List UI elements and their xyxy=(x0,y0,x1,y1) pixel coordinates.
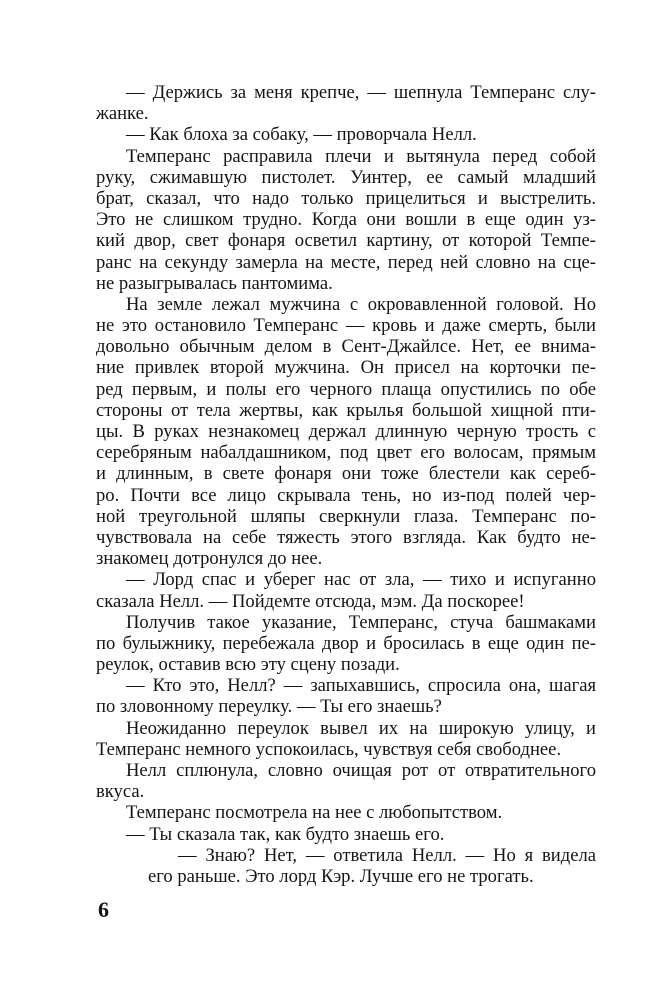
text-line: Темперанс немного успокоилась, чувствуя себя свободнее. xyxy=(96,738,562,760)
text-line: ной треугольной шляпы сверкнули глаза. Темперанс по- xyxy=(96,505,596,527)
text-line: стороны от тела жертвы, как крылья большой хищной пти- xyxy=(96,399,596,421)
text-line: не разыгрывалась пантомима. xyxy=(96,272,333,294)
text-line: по зловонному переулку. — Ты его знаешь? xyxy=(96,696,442,718)
text-line: Темперанс расправила плечи и вытянула перед собой xyxy=(126,145,596,167)
text-line: ред первым, и полы его черного плаща опустились по обе xyxy=(96,378,596,400)
text-line: Неожиданно переулок вывел их на широкую улицу, и xyxy=(126,717,596,739)
text-line: — Как блоха за собаку, — проворчала Нелл. xyxy=(126,124,477,146)
text-line: цы. В руках незнакомец держал длинную черную трость с xyxy=(96,421,596,442)
text-line: — Знаю? Нет, — ответила Нелл. — Но я видела xyxy=(178,844,596,866)
text-line: вкуса. xyxy=(96,781,145,803)
text-line: — Держись за меня крепче, — шепнула Темперанс слу- xyxy=(126,82,596,103)
text-line: и длинным, в свете фонаря они тоже блестели как сереб- xyxy=(96,463,596,485)
text-line: — Кто это, Нелл? — запыхавшись, спросила она, шагая xyxy=(126,675,596,697)
text-line: жанке. xyxy=(96,103,149,125)
text-line: — Ты сказала так, как будто знаешь его. xyxy=(126,823,445,845)
text-line: — Лорд спас и уберег нас от зла, — тихо и испуганно xyxy=(126,569,596,591)
text-line: не это остановило Темперанс — кровь и даже смерть, были xyxy=(96,315,596,337)
text-line: Нелл сплюнула, словно очищая рот от отвратительного xyxy=(126,760,596,781)
text-line: ние привлек второй мужчина. Он присел на корточки пе- xyxy=(96,357,596,379)
text-line: довольно обычным делом в Сент-Джайлсе. Нет, ее внима- xyxy=(96,336,596,358)
text-line: ранс на секунду замерла на месте, перед ней словно на сце- xyxy=(96,251,596,273)
text-line: по булыжнику, перебежала двор и бросилась в еще один пе- xyxy=(96,632,596,654)
text-line: сказала Нелл. — Пойдемте отсюда, мэм. Да поскорее! xyxy=(96,590,525,612)
text-line: брат, сказал, что надо только прицелиться и выстрелить. xyxy=(96,187,596,209)
body-text xyxy=(96,82,596,887)
text-line: знакомец дотронулся до нее. xyxy=(96,548,323,570)
text-line: На земле лежал мужчина с окровавленной головой. Но xyxy=(126,293,596,315)
text-line: ро. Почти все лицо скрывала тень, но из-под полей чер- xyxy=(96,484,596,506)
text-line: Получив такое указание, Темперанс, стуча башмаками xyxy=(126,611,596,633)
text-line: реулок, оставив всю эту сцену позади. xyxy=(96,654,400,676)
text-line: серебряным набалдашником, под цвет его волосам, прямым xyxy=(96,442,596,464)
page-number: 6 xyxy=(98,897,109,922)
text-line: кий двор, свет фонаря осветил картину, от которой Темпе- xyxy=(96,230,596,252)
text-line: чувствовала на себе тяжесть этого взгляда. Как будто не- xyxy=(96,526,596,548)
text-line: Это не слишком трудно. Когда они вошли в еще один уз- xyxy=(96,209,596,231)
text-line: его раньше. Это лорд Кэр. Лучше его не трогать. xyxy=(148,865,534,887)
text-line: Темперанс посмотрела на нее с любопытством. xyxy=(126,802,503,824)
text-line: руку, сжимавшую пистолет. Уинтер, ее самый младший xyxy=(96,166,596,188)
